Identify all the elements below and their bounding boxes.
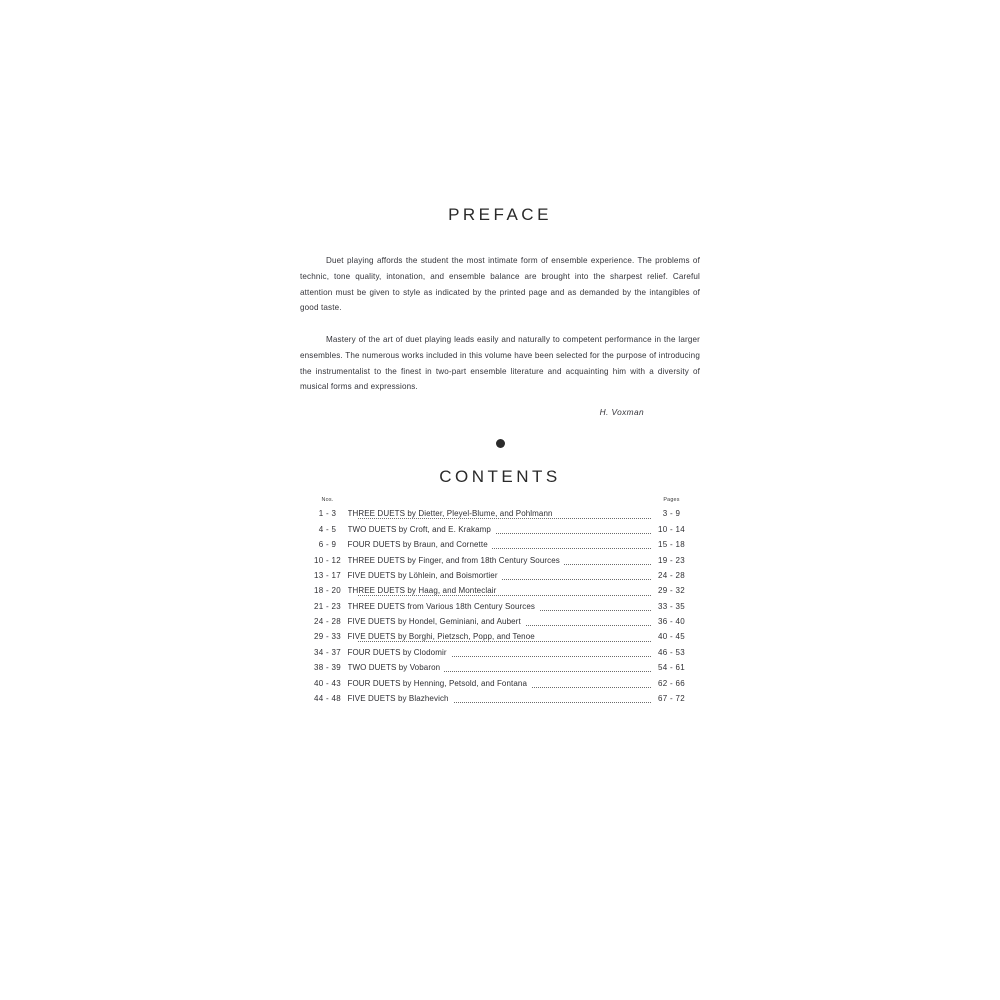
row-title: FIVE DUETS by Löhlein, and Boismortier	[348, 571, 502, 580]
table-row	[308, 537, 693, 552]
row-pages: 33 - 35	[657, 601, 685, 611]
row-nos: 1 - 3	[318, 509, 337, 519]
table-row	[308, 645, 693, 660]
row-pages: 54 - 61	[657, 663, 685, 673]
row-title-cell	[348, 691, 651, 706]
row-title-cell	[348, 522, 651, 537]
preface-heading: PREFACE	[448, 205, 552, 224]
row-pages: 40 - 45	[657, 632, 685, 642]
column-header-pages: Pages	[663, 497, 680, 504]
table-row	[308, 552, 693, 567]
table-row	[308, 522, 693, 537]
preface-paragraph-2-text: Mastery of the art of duet playing leads easily and naturally to competent performance in the larger ensembles. The numerous works included in this volume have been selected for the purpose of introducing the instrumentalist to the finest in two-part ensemble literature and acquainting him with a diversity of musical forms and expressions.	[300, 335, 700, 392]
row-nos: 18 - 20	[313, 586, 341, 596]
row-title: THREE DUETS by Dietter, Pleyel-Blume, and Pohlmann	[348, 509, 557, 518]
row-title: FIVE DUETS by Borghi, Pietzsch, Popp, and Tenoe	[348, 632, 539, 641]
row-title-cell	[348, 568, 651, 583]
preface-paragraph-2	[300, 332, 700, 395]
row-title: THREE DUETS by Haag, and Monteclair	[348, 586, 501, 595]
row-nos: 6 - 9	[318, 540, 337, 550]
table-row	[308, 583, 693, 598]
row-title: FOUR DUETS by Henning, Petsold, and Fontana	[348, 679, 532, 688]
row-nos: 38 - 39	[313, 663, 341, 673]
row-title: TWO DUETS by Vobaron	[348, 663, 445, 672]
row-title: FIVE DUETS by Blazhevich	[348, 694, 453, 703]
row-title-cell	[348, 614, 651, 629]
column-header-nos: Nos.	[321, 497, 334, 504]
row-title-cell	[348, 506, 651, 521]
preface-paragraph-1	[300, 253, 700, 316]
row-nos: 40 - 43	[313, 678, 341, 688]
table-row	[308, 660, 693, 675]
row-nos: 34 - 37	[313, 647, 341, 657]
preface-paragraph-1-text: Duet playing affords the student the most intimate form of ensemble experience. The problems of technic, tone quality, intonation, and ensemble balance are brought into the sharpest relief. Careful attention must be given to style as indicated by the printed page and as demanded by the intangibles of good taste.	[300, 256, 700, 313]
contents-header-row	[308, 497, 693, 506]
column-header-title	[348, 497, 651, 506]
row-pages: 19 - 23	[657, 555, 685, 565]
contents-table-head	[308, 497, 693, 506]
row-nos: 44 - 48	[313, 693, 341, 703]
row-title-cell	[348, 645, 651, 660]
bullet-dot-icon	[496, 439, 505, 448]
table-row	[308, 629, 693, 644]
row-title-cell	[348, 599, 651, 614]
row-title: TWO DUETS by Croft, and E. Krakamp	[348, 525, 495, 534]
table-row	[308, 506, 693, 521]
row-pages: 24 - 28	[657, 570, 685, 580]
table-row	[308, 599, 693, 614]
table-row	[308, 568, 693, 583]
table-row	[308, 614, 693, 629]
row-title: FIVE DUETS by Hondel, Geminiani, and Aubert	[348, 617, 525, 626]
row-pages: 36 - 40	[657, 617, 685, 627]
row-pages: 10 - 14	[657, 524, 685, 534]
table-row	[308, 691, 693, 706]
row-pages: 29 - 32	[657, 586, 685, 596]
preface-signature: H. Voxman	[599, 407, 644, 418]
row-nos: 24 - 28	[313, 617, 341, 627]
page-content	[300, 205, 700, 706]
row-pages: 3 - 9	[662, 509, 681, 519]
row-title-cell	[348, 537, 651, 552]
row-pages: 62 - 66	[657, 678, 685, 688]
row-pages: 46 - 53	[657, 647, 685, 657]
contents-heading: CONTENTS	[439, 467, 561, 487]
row-title-cell	[348, 675, 651, 690]
row-nos: 13 - 17	[313, 570, 341, 580]
row-title: THREE DUETS from Various 18th Century Sources	[348, 602, 540, 611]
row-title-cell	[348, 583, 651, 598]
row-title: FOUR DUETS by Clodomir	[348, 648, 451, 657]
row-title: FOUR DUETS by Braun, and Cornette	[348, 540, 492, 549]
row-title: THREE DUETS by Finger, and from 18th Century Sources	[348, 556, 564, 565]
row-pages: 15 - 18	[657, 540, 685, 550]
row-title-cell	[348, 629, 651, 644]
row-nos: 10 - 12	[313, 555, 341, 565]
contents-table	[308, 497, 693, 706]
table-row	[308, 675, 693, 690]
row-nos: 21 - 23	[313, 601, 341, 611]
contents-table-body	[308, 506, 693, 706]
divider	[300, 435, 700, 453]
row-pages: 67 - 72	[657, 693, 685, 703]
row-nos: 4 - 5	[318, 524, 337, 534]
row-nos: 29 - 33	[313, 632, 341, 642]
row-title-cell	[348, 552, 651, 567]
row-title-cell	[348, 660, 651, 675]
